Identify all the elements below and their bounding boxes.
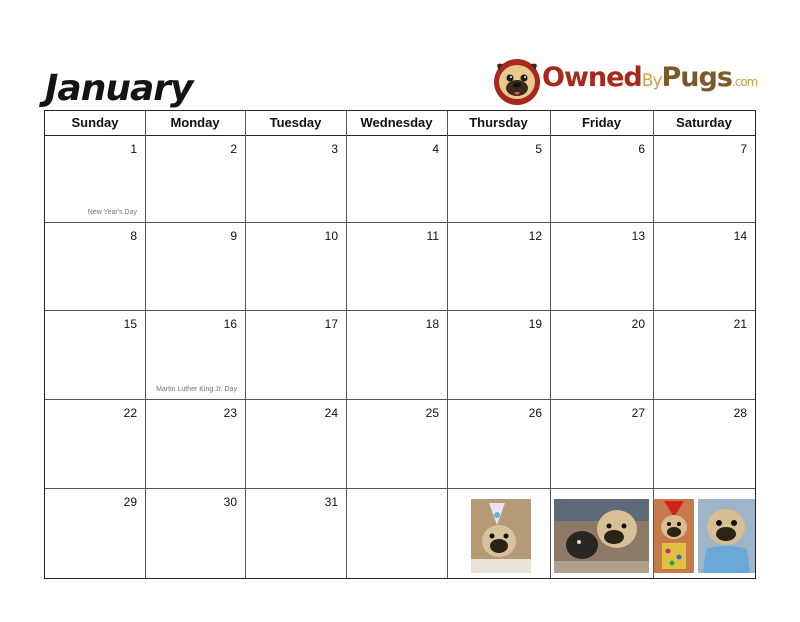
day-cell[interactable]	[145, 488, 245, 578]
day-cell[interactable]	[653, 399, 755, 488]
holiday-label: New Year's Day	[87, 209, 137, 216]
day-number: 6	[638, 142, 645, 156]
day-number: 23	[223, 406, 237, 420]
day-number: 29	[123, 495, 137, 509]
day-cell[interactable]	[45, 222, 145, 310]
day-cell[interactable]	[550, 222, 653, 310]
day-cell[interactable]	[145, 222, 245, 310]
day-number: 7	[740, 142, 747, 156]
day-number: 5	[535, 142, 542, 156]
day-number: 1	[130, 142, 137, 156]
day-cell[interactable]	[245, 222, 346, 310]
day-cell[interactable]	[245, 310, 346, 399]
day-cell[interactable]	[346, 488, 447, 578]
day-cell[interactable]	[447, 222, 550, 310]
day-number: 30	[223, 495, 237, 509]
day-cell[interactable]	[145, 135, 245, 222]
day-cell[interactable]	[447, 399, 550, 488]
day-number: 17	[324, 317, 338, 331]
day-number: 24	[324, 406, 338, 420]
logo-wordmark	[542, 62, 757, 93]
day-cell[interactable]	[550, 310, 653, 399]
day-number: 10	[324, 229, 338, 243]
day-cell[interactable]	[245, 488, 346, 578]
day-number: 4	[432, 142, 439, 156]
weekday-monday: Monday	[170, 115, 220, 130]
calendar-grid	[44, 110, 756, 579]
logo-by: By	[641, 71, 662, 91]
day-number: 11	[426, 229, 439, 243]
day-cell[interactable]	[145, 399, 245, 488]
day-cell[interactable]	[245, 135, 346, 222]
day-number: 14	[733, 229, 747, 243]
owned-by-pugs-logo	[490, 56, 758, 106]
day-cell[interactable]	[346, 135, 447, 222]
day-cell[interactable]	[653, 135, 755, 222]
day-number: 8	[130, 229, 137, 243]
weekday-tuesday: Tuesday	[269, 115, 322, 130]
day-cell[interactable]	[550, 135, 653, 222]
weekday-thursday: Thursday	[469, 115, 528, 130]
day-number: 27	[631, 406, 645, 420]
day-cell[interactable]	[653, 222, 755, 310]
logo-pugs: Pugs	[661, 62, 732, 93]
day-number: 20	[631, 317, 645, 331]
day-cell[interactable]	[45, 488, 145, 578]
weekday-saturday: Saturday	[676, 115, 732, 130]
day-cell[interactable]	[346, 399, 447, 488]
day-number: 18	[425, 317, 439, 331]
pug-costume-photo	[654, 499, 694, 573]
day-cell[interactable]	[346, 222, 447, 310]
day-number: 12	[528, 229, 542, 243]
day-number: 19	[528, 317, 542, 331]
day-cell[interactable]	[45, 310, 145, 399]
pug-face-icon	[490, 56, 544, 106]
day-cell[interactable]	[45, 135, 145, 222]
day-number: 26	[528, 406, 542, 420]
day-number: 22	[123, 406, 137, 420]
day-number: 13	[631, 229, 645, 243]
weekday-wednesday: Wednesday	[360, 115, 433, 130]
weekday-header-row	[45, 111, 755, 136]
day-number: 15	[123, 317, 137, 331]
day-cell[interactable]	[145, 310, 245, 399]
weekday-friday: Friday	[581, 115, 621, 130]
day-cell[interactable]	[245, 399, 346, 488]
day-number: 31	[324, 495, 338, 509]
day-cell[interactable]	[346, 310, 447, 399]
day-number: 16	[223, 317, 237, 331]
day-cell[interactable]	[653, 310, 755, 399]
day-number: 3	[331, 142, 338, 156]
day-cell[interactable]	[45, 399, 145, 488]
logo-com: .com	[731, 75, 758, 89]
day-cell[interactable]	[447, 310, 550, 399]
two-pugs-photo	[554, 499, 649, 573]
day-number: 9	[230, 229, 237, 243]
day-number: 28	[733, 406, 747, 420]
day-number: 21	[733, 317, 747, 331]
day-number: 25	[425, 406, 439, 420]
day-cell[interactable]	[447, 135, 550, 222]
weekday-sunday: Sunday	[71, 115, 119, 130]
month-title: January	[45, 68, 193, 109]
day-cell[interactable]	[550, 399, 653, 488]
logo-owned: Owned	[542, 62, 642, 93]
holiday-label: Martin Luther King Jr. Day	[156, 386, 237, 393]
pug-party-hat-photo	[471, 499, 531, 573]
day-number: 2	[230, 142, 237, 156]
pug-sweater-photo	[698, 499, 755, 573]
